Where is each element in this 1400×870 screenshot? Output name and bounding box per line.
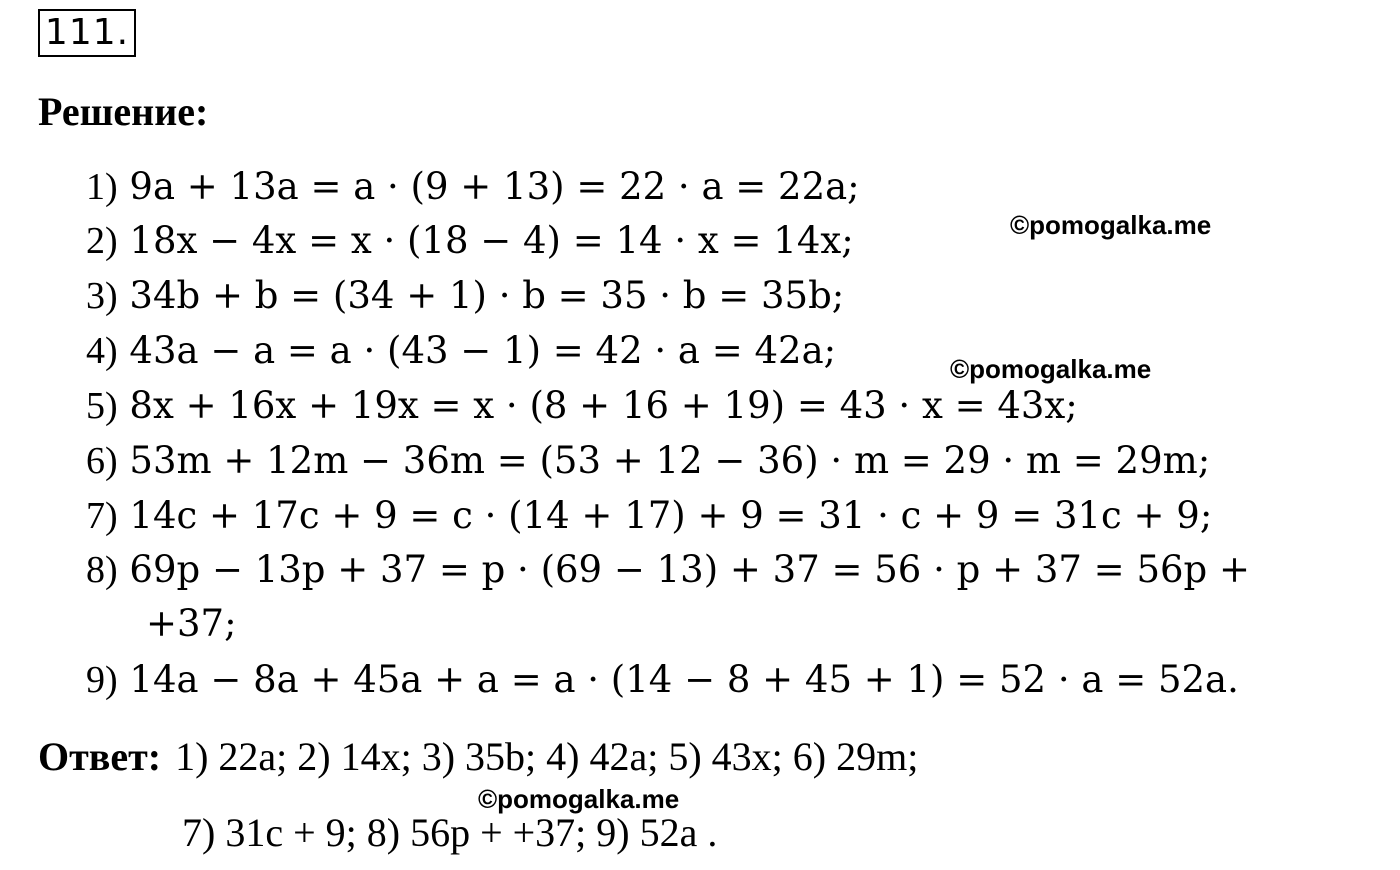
solution-step-8-continuation: +37; (146, 602, 237, 645)
solution-step-7 (86, 489, 1212, 543)
step-expression: 69p − 13p + 37 = p · (69 − 13) + 37 = 56 · p + 37 = 56p + (129, 548, 1250, 591)
solution-step-2 (86, 214, 854, 268)
answer-label: Ответ: (38, 734, 162, 779)
answer-values-2: 7) 31c + 9; 8) 56p + +37; 9) 52a . (182, 810, 718, 855)
solution-heading: Решение: (38, 89, 209, 134)
watermark: ©pomogalka.me (478, 784, 680, 814)
solution-step-6 (86, 434, 1210, 488)
solution-step-5 (86, 379, 1078, 433)
step-number: 6) (86, 440, 118, 482)
solution-step-8 (86, 543, 1250, 597)
answer-line-1 (38, 732, 918, 782)
solution-step-3 (86, 269, 844, 323)
step-expression: 53m + 12m − 36m = (53 + 12 − 36) · m = 29 · m = 29m; (129, 439, 1211, 482)
solution-step-4 (86, 324, 836, 378)
step-expression: 34b + b = (34 + 1) · b = 35 · b = 35b; (129, 274, 845, 317)
step-expression: 14a − 8a + 45a + a = a · (14 − 8 + 45 + 1) = 52 · a = 52a. (129, 658, 1239, 701)
problem-number: 111. (38, 9, 136, 57)
step-expression: 14c + 17c + 9 = c · (14 + 17) + 9 = 31 · c + 9 = 31c + 9; (129, 494, 1213, 537)
solution-step-9 (86, 653, 1239, 707)
step-expression: 9a + 13a = a · (9 + 13) = 22 · a = 22a; (129, 165, 860, 208)
step-number: 8) (86, 549, 118, 591)
step-number: 1) (86, 166, 118, 208)
watermark: ©pomogalka.me (1010, 210, 1212, 240)
solution-step-1 (86, 160, 860, 214)
answer-line-2 (182, 808, 717, 858)
step-expression: 43a − a = a · (43 − 1) = 42 · a = 42a; (129, 329, 837, 372)
step-number: 3) (86, 275, 118, 317)
watermark: ©pomogalka.me (950, 354, 1152, 384)
answer-values-1: 1) 22a; 2) 14x; 3) 35b; 4) 42a; 5) 43x; 6) 29m; (175, 734, 919, 779)
step-expression: 18x − 4x = x · (18 − 4) = 14 · x = 14x; (129, 219, 854, 262)
step-number: 7) (86, 495, 118, 537)
step-number: 4) (86, 330, 118, 372)
step-number: 2) (86, 220, 118, 262)
step-number: 5) (86, 385, 118, 427)
step-number: 9) (86, 659, 118, 701)
step-expression: 8x + 16x + 19x = x · (8 + 16 + 19) = 43 · x = 43x; (129, 384, 1078, 427)
